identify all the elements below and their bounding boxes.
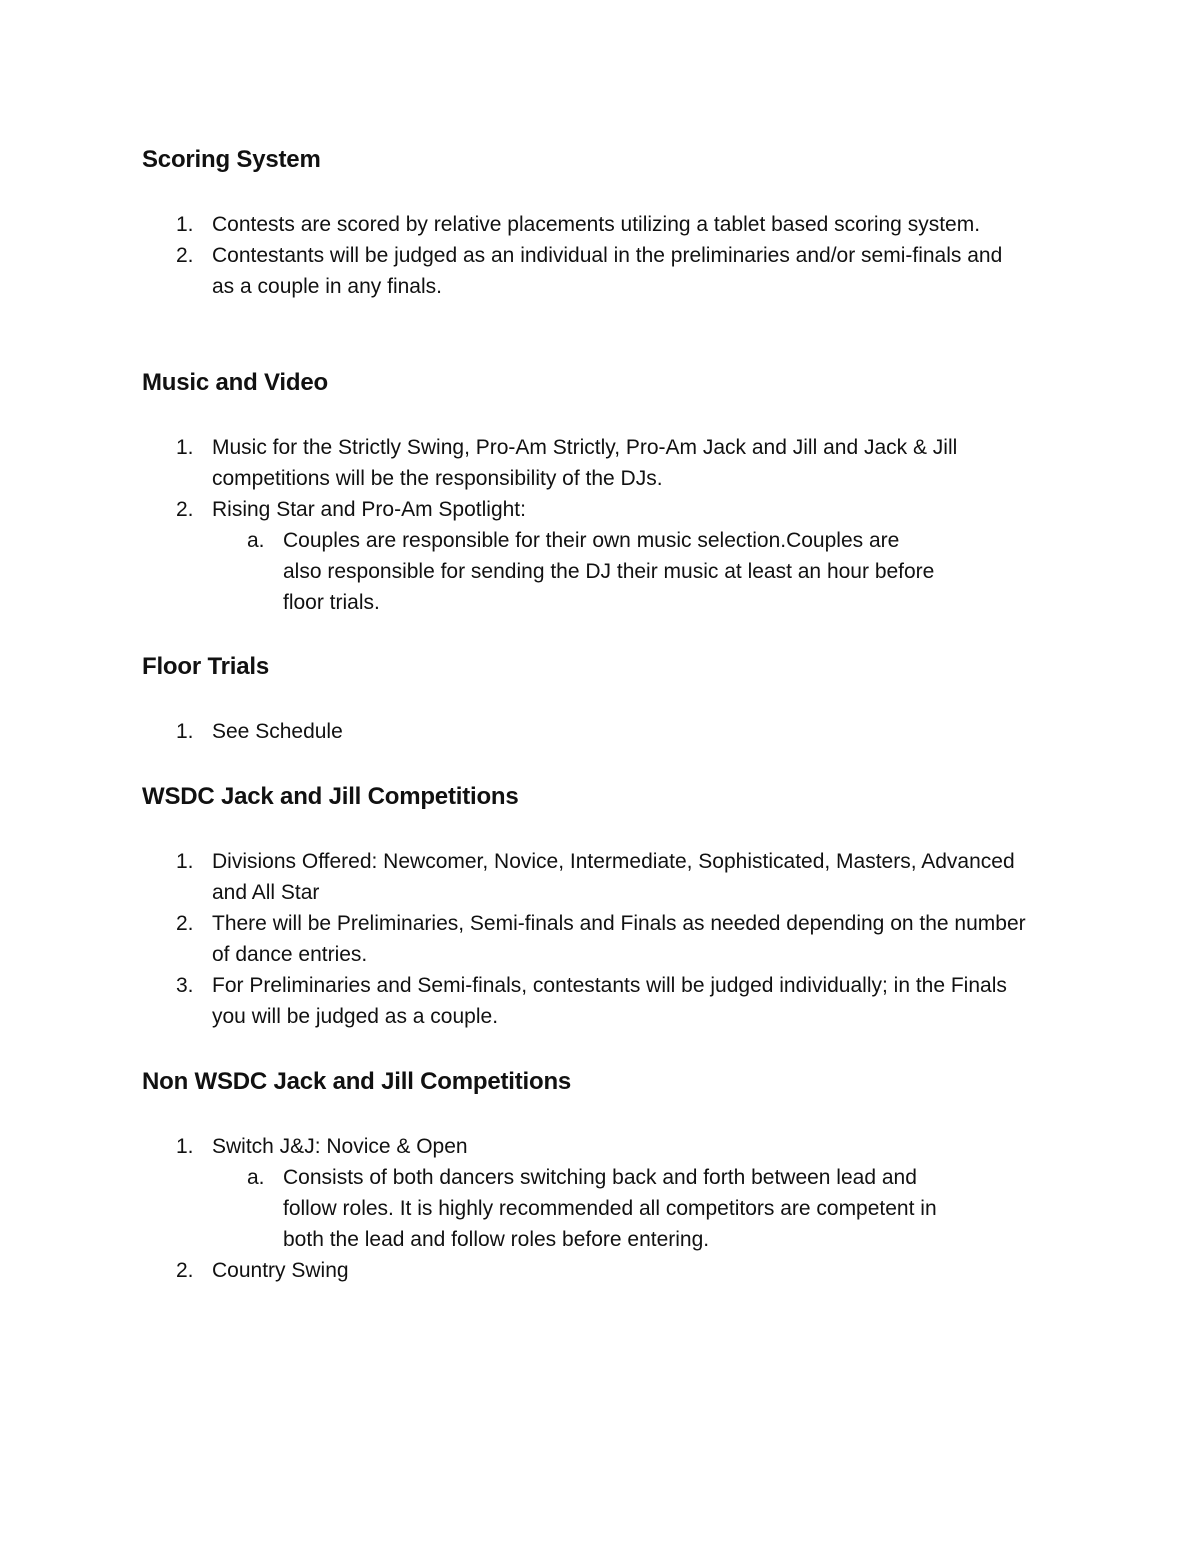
list-item-text: Music for the Strictly Swing, Pro-Am Strictly, Pro-Am Jack and Jill and Jack & Jill competitions will be the responsibility of the DJs.	[212, 436, 958, 490]
list-number: 1.	[176, 850, 194, 873]
numbered-list	[142, 716, 1042, 747]
list-item-text: Rising Star and Pro-Am Spotlight:	[212, 498, 526, 521]
numbered-list	[142, 846, 1042, 1032]
list-item	[142, 846, 1042, 908]
numbered-list	[142, 432, 1042, 618]
list-item	[142, 494, 1012, 618]
list-subitem-text: Couples are responsible for their own music selection.Couples are also responsible for sending the DJ their music at least an hour before floor trials.	[283, 529, 935, 614]
lettered-list	[212, 1162, 1042, 1255]
list-item	[142, 970, 1042, 1032]
list-item	[142, 716, 1012, 747]
list-item-text: See Schedule	[212, 720, 343, 743]
list-number: 1.	[176, 1135, 194, 1158]
numbered-list	[142, 209, 1042, 302]
list-subitem	[212, 525, 943, 618]
list-item	[142, 432, 962, 494]
list-item-text: There will be Preliminaries, Semi-finals and Finals as needed depending on the number of dance entries.	[212, 912, 1026, 966]
section-heading: WSDC Jack and Jill Competitions	[142, 783, 519, 810]
list-number: 3.	[176, 974, 194, 997]
section-heading: Music and Video	[142, 369, 328, 396]
list-number: 2.	[176, 244, 194, 267]
list-number: 2.	[176, 498, 194, 521]
list-subitem	[212, 1162, 953, 1255]
list-item	[142, 1131, 1042, 1255]
list-number: 1.	[176, 436, 194, 459]
list-item-text: Country Swing	[212, 1259, 349, 1282]
section-scoring-system	[142, 144, 1042, 302]
list-item-text: Switch J&J: Novice & Open	[212, 1135, 468, 1158]
section-heading: Floor Trials	[142, 653, 269, 680]
section-wsdc-jack-and-jill	[142, 781, 1042, 1032]
list-number: 1.	[176, 720, 194, 743]
list-number: 2.	[176, 1259, 194, 1282]
list-letter: a.	[247, 529, 265, 552]
section-heading: Scoring System	[142, 146, 321, 173]
section-non-wsdc-jack-and-jill	[142, 1066, 1042, 1286]
numbered-list	[142, 1131, 1042, 1286]
list-item-text: Contests are scored by relative placements utilizing a tablet based scoring system.	[212, 213, 981, 236]
section-heading: Non WSDC Jack and Jill Competitions	[142, 1068, 572, 1095]
list-item-text: Contestants will be judged as an individual in the preliminaries and/or semi-finals and as a couple in any finals.	[212, 244, 1003, 298]
list-item	[142, 209, 1012, 240]
section-floor-trials	[142, 651, 1042, 747]
list-item	[142, 240, 1012, 302]
list-subitem-text: Consists of both dancers switching back and forth between lead and follow roles. It is highly recommended all competitors are competent in both the lead and follow roles before entering.	[283, 1166, 937, 1251]
list-item	[142, 908, 1042, 970]
list-item-text: For Preliminaries and Semi-finals, contestants will be judged individually; in the Finals you will be judged as a couple.	[212, 974, 1007, 1028]
section-music-and-video	[142, 367, 1042, 618]
list-number: 2.	[176, 912, 194, 935]
list-letter: a.	[247, 1166, 265, 1189]
list-item	[142, 1255, 1042, 1286]
lettered-list	[212, 525, 1012, 618]
list-item-text: Divisions Offered: Newcomer, Novice, Intermediate, Sophisticated, Masters, Advanced and All Star	[212, 850, 1015, 904]
list-number: 1.	[176, 213, 194, 236]
